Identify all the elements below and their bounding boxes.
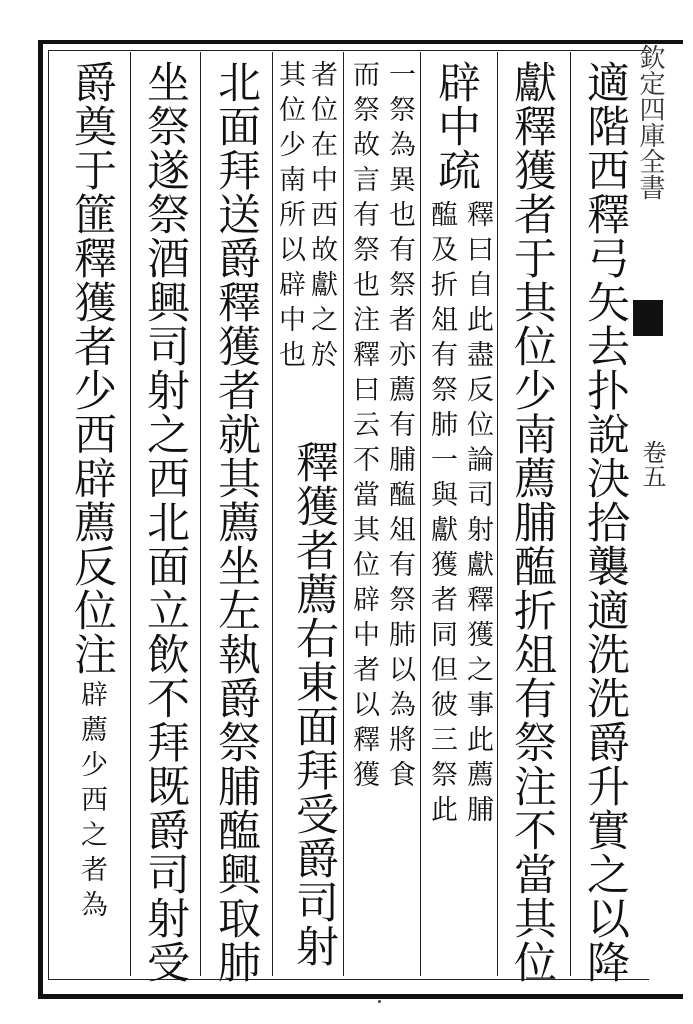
text-column: 北面拜送爵釋獲者就其薦坐左執爵祭脯醢興取肺 xyxy=(211,60,261,984)
fishtail-mark xyxy=(633,300,663,336)
text-column: 適階西釋弓矢去扑說決拾襲適洗洗爵升實之以降 xyxy=(580,60,630,984)
ink-dot xyxy=(378,1000,381,1003)
commentary-column: 釋曰自此盡反位論司射獻釋獲之事此薦脯 xyxy=(462,200,493,830)
commentary-column: 辟薦少西之者為 xyxy=(76,680,107,925)
commentary-column: 者位在中西故獻之於 xyxy=(306,60,337,375)
text-column: 坐祭遂祭酒興司射之西北面立飲不拜既爵司射受 xyxy=(140,60,190,984)
column-rule xyxy=(200,52,201,976)
column-rule xyxy=(497,52,498,976)
juan-label: 卷五 xyxy=(638,440,666,488)
commentary-column: 一祭為異也有祭者亦薦有脯醢俎有祭肺以為將食 xyxy=(384,60,415,795)
text-column: 獻釋獲者于其位少南薦脯醢折俎有祭注不當其位 xyxy=(507,60,557,984)
commentary-column: 醢及折俎有祭肺一與獻獲者同但彼三祭此 xyxy=(426,200,457,830)
column-rule xyxy=(130,52,131,976)
commentary-column: 而祭故言有祭也注釋曰云不當其位辟中者以釋獲 xyxy=(348,60,379,795)
text-column: 爵奠于篚釋獲者少西辟薦反位注 xyxy=(67,60,117,676)
text-column: 辟中疏 xyxy=(431,60,481,192)
column-rule xyxy=(570,52,571,976)
commentary-column: 其位少南所以辟中也 xyxy=(274,60,305,375)
text-column: 釋獲者薦右東面拜受爵司射 xyxy=(289,440,339,968)
margin-edge-text: 欽定四庫全書 xyxy=(635,44,665,200)
column-rule xyxy=(420,52,421,976)
column-rule xyxy=(272,52,273,976)
column-rule xyxy=(343,52,344,976)
